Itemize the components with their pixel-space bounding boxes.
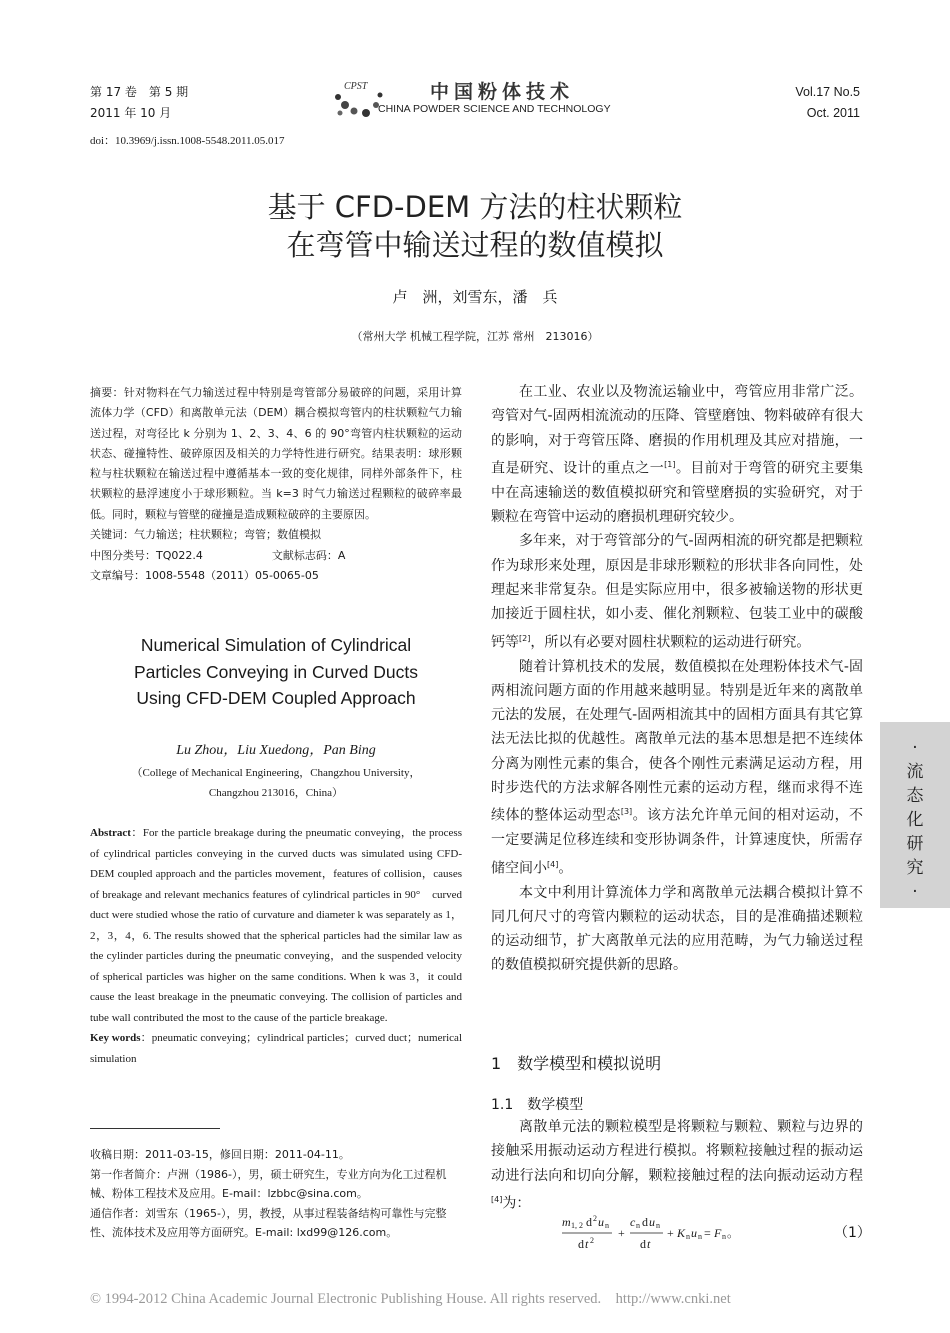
paragraph-4: 本文中利用计算流体力学和离散单元法耦合模拟计算不同几何尺寸的弯管内颗粒的运动状态，目的是准确描述颗粒的运动细节，扩大离散单元法的应用范畴，为气力输送过程的数值模拟研究提供新的思路。 [491,884,863,974]
svg-text:m: m [562,1215,571,1229]
section-heading-1: 1 数学模型和模拟说明 [491,1054,662,1073]
equation-1 [560,1214,760,1254]
paragraph-3: 随着计算机技术的发展，数值模拟在处理粉体技术气-固两相流问题方面的作用越来越明显。特别是近年来的离散单元法的发展，在处理气-固两相流其中的固相方面具有其它算法无法比拟的优越性。离散单元法的基本思想是把不连续体分离为刚性元素的集合，使各个刚性元素满足运动方程，用时步迭代的方法求解各刚性元素的运动方程，继而求得不连续体的整体运动型态[3]。该方法允许单元间的相对运动，不一定要满足位移连续和变形协调条件，计算速度快，所需存储空间小[4]。 [491,658,864,877]
svg-text:n: n [698,1232,702,1241]
svg-text:+: + [667,1226,674,1240]
authors-cn: 卢 洲，刘雪东，潘 兵 [392,288,558,306]
svg-text:n: n [636,1221,640,1230]
title-line-2: 在弯管中输送过程的数值模拟 [286,228,664,262]
citation-4b[interactable]: [4] [491,1194,503,1204]
svg-text:2: 2 [593,1214,597,1223]
corresponding-author-bio: 通信作者：刘雪东（1965-），男，教授，从事过程装备结构可靠性与完整性、流体技术及应用等方面研究。E-mail: lxd99@126.com。 [90,1206,447,1239]
abstract-en-label: Abstract [90,827,131,839]
footnotes [90,1145,462,1243]
svg-text:。: 。 [727,1226,740,1240]
paragraph-5: 离散单元法的颗粒模型是将颗粒与颗粒、颗粒与边界的接触采用振动运动方程进行模拟。将颗粒接触过程的振动运动进行法向和切向分解，颗粒接触过程的法向振动运动方程[4]为： [491,1119,863,1212]
abstract-en [90,823,462,1028]
abstract-en-block [90,823,462,1069]
issue-info-cn [90,82,188,124]
svg-text:+: + [618,1226,625,1240]
title-line-1: 基于 CFD-DEM 方法的柱状颗粒 [267,190,683,224]
keywords-cn: 关键词：气力输送；柱状颗粒；弯管；数值模拟 [90,528,321,542]
svg-text:n: n [605,1221,609,1230]
journal-name-cn: 中国粉体技术 [430,81,575,103]
svg-text:F: F [714,1226,722,1240]
footnote-divider [90,1128,220,1129]
citation-1[interactable]: [1] [664,459,676,469]
section-side-tab [880,722,950,908]
svg-text:2: 2 [590,1236,594,1245]
body-text-model [491,1115,863,1216]
date-cn: 2011 年 10 月 [90,106,172,120]
affiliation-en-line-2: Changzhou 213016，China） [208,787,344,799]
abstract-en-text: ：For the particle breakage during the pneumatic conveying，the process of cylindrical particles conveying in the curved ducts was simulated using CFD-DEM coupled approach and the particles movement，features of collision，causes of breakage and relevant mechanics features of cylindrical particles in 90° curved duct were studied whose the ratio of curvature and diameter k was separately as 1，2，3，4，6. The results showed that the spherical particles had the similar law as the cylinder particles during the pneumatic conveying，and the suspended velocity of spherical particles was higher on the same conditions. When k was 3，it could cause the least breakage in the pneumatic conveying. The collision of particles and tube wall contributed the most to the cause of the particle breakage. [90,827,462,1024]
issue-info-en [795,82,860,124]
svg-text:u: u [598,1215,604,1229]
received-date: 收稿日期：2011-03-15，修回日期：2011-04-11。 [90,1148,350,1161]
affiliation-en-line-1: （College of Mechanical Engineering，Changzhou University， [131,767,421,779]
svg-text:t: t [585,1237,589,1251]
svg-text:=: = [704,1226,711,1240]
citation-2[interactable]: [2] [519,633,531,643]
svg-text:t: t [647,1237,651,1251]
svg-text:1, 2: 1, 2 [571,1221,583,1230]
logo-letters: CPST [344,81,368,92]
english-title-line-2: Particles Conveying in Curved Ducts [133,661,418,682]
affiliation-cn: （常州大学 机械工程学院，江苏 常州 213016） [351,330,599,343]
clc-number: 中图分类号：TQ022.4 [90,548,203,562]
affiliation-en [90,763,462,803]
doi: doi：10.3969/j.issn.1008-5548.2011.05.017 [90,135,285,147]
paragraph-2: 多年来，对于弯管部分的气-固两相流的研究都是把颗粒作为球形来处理，原因是非球形颗粒的形状非各向同性，处理起来非常复杂。但是实际应用中，很多被输送物的形状更加接近于圆柱状，如小麦、催化剂颗粒、包装工业中的碳酸钙等[2]，所以有必要对圆柱状颗粒的运动进行研究。 [491,533,863,651]
svg-text:n: n [656,1221,660,1230]
citation-4[interactable]: [4] [547,859,559,869]
journal-name-en: CHINA POWDER SCIENCE AND TECHNOLOGY [378,103,611,115]
side-tab-label: · 流 态 化 研 究 · [906,738,924,902]
journal-logo [330,75,630,123]
citation-3[interactable]: [3] [620,807,633,817]
svg-text:u: u [691,1226,697,1240]
svg-text:u: u [649,1215,655,1229]
date-en: Oct. 2011 [806,106,860,120]
svg-text:n: n [722,1232,726,1241]
abstract-cn: 摘要：针对物料在气力输送过程中特别是弯管部分易破碎的问题，采用计算流体力学（CFD）和离散单元法（DEM）耦合模拟弯管内的柱状颗粒气力输送过程，对弯径比 k 分别为 1、2、3、4、6 的 90°弯管内柱状颗粒的运动状态、碰撞特性、破碎原因及相关的力学特性进行研究。结果表明：球形颗粒与柱状颗粒在输送过程中遵循基本一致的变化规律，同样外部条件下，柱状颗粒的悬浮速度小于球形颗粒。当 k=3 时气力输送过程颗粒的破碎率最低。同时，颗粒与管壁的碰撞是造成颗粒破碎的主要原因。 [90,386,462,521]
svg-text:K: K [677,1226,686,1240]
cpst-emblem-icon [330,75,420,123]
body-text-intro [491,380,863,978]
english-title-line-1: Numerical Simulation of Cylindrical [140,635,412,655]
svg-text:d: d [642,1215,648,1229]
english-title-line-3: Using CFD-DEM Coupled Approach [136,688,416,708]
equation-number: （1） [834,1225,871,1241]
first-author-bio: 第一作者简介：卢洲（1986-），男，硕士研究生，专业方向为化工过程机械、粉体工程技术及应用。E-mail：lzbbc@sina.com。 [90,1167,447,1200]
authors-en: Lu Zhou，Liu Xuedong，Pan Bing [176,743,376,758]
paragraph-1: 在工业、农业以及物流运输业中，弯管应用非常广泛。弯管对气-固两相流流动的压降、管壁磨蚀、物料破碎有很大的影响，对于弯管压降、磨损的作用机理及其应对措施，一直是研究、设计的重点之一[1]。目前对于弯管的研究主要集中在高速输送的数值模拟研究和管壁磨损的实验研究，对于颗粒在弯管中运动的磨损机理研究较少。 [491,384,864,526]
copyright-notice: © 1994-2012 China Academic Journal Electronic Publishing House. All rights reserved. http://www.cnki.net [90,1291,731,1307]
classification-row [90,546,462,567]
svg-text:c: c [630,1215,636,1229]
abstract-cn-block [90,383,462,587]
subsection-heading-1-1: 1.1 数学模型 [491,1097,584,1113]
english-title [90,632,462,712]
keywords-en-label: Key words [90,1032,141,1044]
keywords-en-text: ：pneumatic conveying；cylindrical particles；curved duct；numerical simulation [90,1032,462,1065]
article-number: 文章编号：1008-5548（2011）05-0065-05 [90,569,319,583]
volume-issue-cn: 第 17 卷 第 5 期 [90,85,189,99]
svg-text:d: d [578,1237,584,1251]
svg-text:d: d [640,1237,646,1251]
volume-issue-en: Vol.17 No.5 [795,85,860,99]
svg-text:n: n [686,1232,690,1241]
document-code: 文献标志码：A [271,548,346,562]
svg-text:d: d [586,1215,592,1229]
keywords-en [90,1028,462,1069]
